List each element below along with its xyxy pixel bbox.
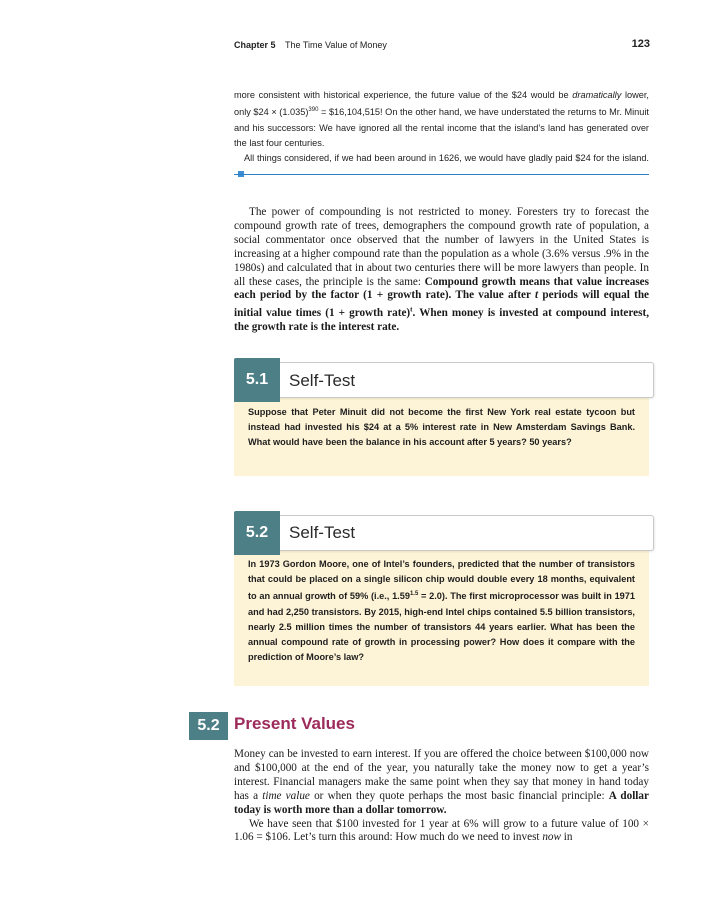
body-paragraph-compounding (234, 206, 649, 335)
example-text: more consistent with historical experience, the future value of the $24 would be (234, 90, 573, 100)
example-continuation (234, 88, 649, 182)
example-exponent: 390 (308, 107, 319, 114)
example-paragraph-2 (234, 151, 649, 182)
body-text (234, 206, 649, 335)
self-test-title: Self-Test (289, 371, 356, 390)
example-text: All things considered, if we had been around in 1626, we would have gladly paid $24 for the island. (244, 153, 649, 164)
self-test-text: = 2.0). The first microprocessor was built in 1971 and had 2,250 transistors. By 2015, high-end Intel chips contained 5.5 billion transistors, nearly 2.5 million times the number of transistors 44 years earlier. What has been the annual compound rate of growth in processing power? How does it compare with the prediction of Moore’s law? (248, 591, 636, 663)
self-test-title: Self-Test (289, 523, 356, 542)
section-number: 5.2 (189, 712, 228, 740)
body-paragraph-present-values (234, 748, 649, 845)
example-emphasis: dramatically (572, 90, 622, 100)
self-test-question: Suppose that Peter Minuit did not become the first New York real estate tycoon but instead had invested his $24 at a 5% interest rate in New Amsterdam Savings Bank. What would have been the balance in his account after 5 years? 50 years? (248, 407, 635, 448)
running-header-chapter: Chapter 5 (234, 40, 276, 50)
key-principle: A dollar today is worth more than a dollar tomorrow. (234, 789, 649, 816)
key-principle-exponent: t (410, 305, 413, 314)
page-number: 123 (631, 38, 650, 50)
section-title: Present Values (234, 714, 355, 733)
body-text-plain: Money can be invested to earn interest. If you are offered the choice between $100,000 now and $100,000 at the end of the year, you naturally take the money now to get a year’s interest. Financial managers make the same point when they say that money in hand today has a (234, 748, 649, 802)
body-emphasis: now (542, 831, 561, 844)
body-text (234, 818, 649, 846)
key-principle-text: . When money is invested at compound interest, the growth rate is the interest rate. (234, 307, 650, 333)
running-header-title: The Time Value of Money (285, 40, 387, 50)
body-text-plain: in (560, 831, 573, 844)
self-test-question (248, 557, 635, 665)
key-principle-variable: t (535, 289, 539, 302)
body-text-plain: The power of compounding is not restricted to money. Foresters try to forecast the compound growth rate of trees, demographers the compound growth rate of population, a social commentator once observed that the number of lawyers in the United States is increasing at a higher compound rate than the population as a whole (3.6% versus .9% in the 1980s) and calculated that in about two centuries there will be more lawyers than people. In all these cases, the principle is the same: (234, 206, 649, 288)
self-test-number: 5.1 (234, 358, 280, 402)
self-test-text: In 1973 Gordon Moore, one of Intel’s founders, predicted that the number of transistors that could be placed on a single silicon chip would double every 18 months, equivalent to an annual growth of 59% (i.e., 1.59 (248, 559, 635, 602)
key-principle-text: Compound growth means that value increases each period by the factor (1 + growth rate). The value after (234, 275, 649, 302)
example-bottom-rule (234, 174, 649, 175)
self-test-number: 5.2 (234, 511, 280, 555)
example-paragraph-1 (234, 88, 649, 151)
example-text: = $16,104,515! On the other hand, we have understated the returns to Mr. Minuit and his successors: We have ignored all the rental income that the island’s land has generated over the last four centuries. (234, 107, 649, 148)
key-principle-text: periods will equal the initial value times (1 + growth rate) (234, 289, 650, 320)
body-text-plain: We have seen that $100 invested for 1 year at 6% will grow to a future value of 100 × 1.06 = $106. Let’s turn this around: How much do we need to invest (234, 817, 649, 844)
body-text-plain: or when they quote perhaps the most basic financial principle: (309, 789, 609, 802)
example-text: lower, only $24 × (1.035) (234, 90, 649, 118)
body-emphasis: time value (262, 789, 310, 802)
body-text (234, 748, 649, 818)
self-test-exponent: 1.5 (409, 591, 419, 598)
